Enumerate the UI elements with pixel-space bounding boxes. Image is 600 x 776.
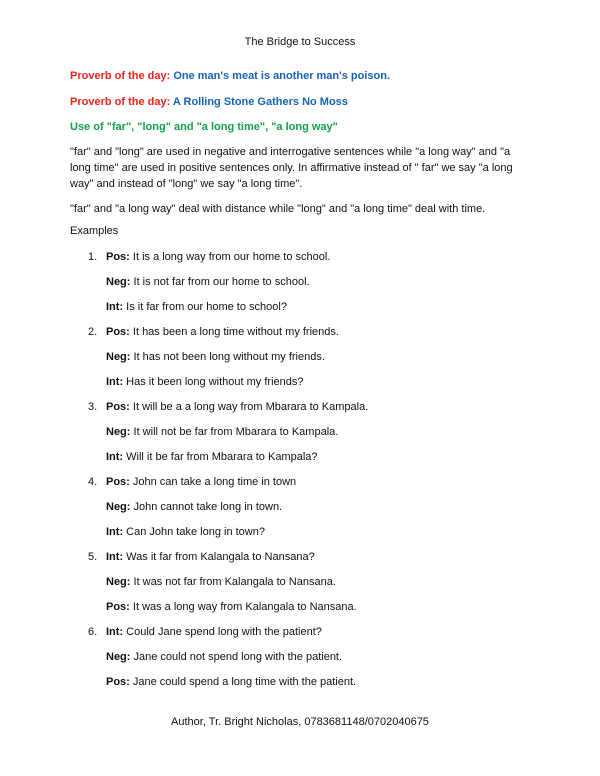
sentence-text: Jane could spend a long time with the patient. bbox=[129, 676, 357, 688]
page-footer: Author, Tr. Bright Nicholas, 0783681148/0702040675 bbox=[171, 716, 429, 728]
sentence-text: Has it been long without my friends? bbox=[123, 376, 304, 388]
examples-heading: Examples bbox=[70, 225, 119, 237]
sentence-type-tag: Neg: bbox=[106, 501, 131, 513]
example-sentence bbox=[106, 476, 296, 488]
example-sentence bbox=[106, 451, 318, 463]
sentence-text: Can John take long in town? bbox=[123, 526, 265, 538]
example-sentence bbox=[106, 376, 303, 388]
sentence-text: Was it far from Kalangala to Nansana? bbox=[123, 551, 315, 563]
sentence-text: It has been a long time without my friends. bbox=[129, 326, 339, 338]
example-sentence bbox=[106, 676, 356, 688]
example-sentence bbox=[106, 326, 339, 338]
example-sentence bbox=[106, 526, 265, 538]
sentence-text: Is it far from our home to school? bbox=[123, 301, 287, 313]
sentence-type-tag: Pos: bbox=[106, 476, 130, 488]
sentence-text: It is not far from our home to school. bbox=[130, 276, 310, 288]
sentence-text: Could Jane spend long with the patient? bbox=[123, 626, 322, 638]
example-number: 4. bbox=[88, 476, 98, 488]
proverb-text: One man's meat is another man's poison. bbox=[173, 70, 391, 82]
sentence-type-tag: Int: bbox=[106, 376, 124, 388]
sentence-text: Will it be far from Mbarara to Kampala? bbox=[123, 451, 318, 463]
sentence-type-tag: Neg: bbox=[106, 426, 131, 438]
sentence-type-tag: Int: bbox=[106, 526, 124, 538]
example-number: 1. bbox=[88, 251, 98, 263]
sentence-text: It was a long way from Kalangala to Nansana. bbox=[129, 601, 357, 613]
sentence-type-tag: Pos: bbox=[106, 601, 130, 613]
example-number: 6. bbox=[88, 626, 98, 638]
proverb-label: Proverb of the day: bbox=[70, 70, 171, 82]
proverb-line-2 bbox=[70, 96, 348, 108]
sentence-text: John cannot take long in town. bbox=[130, 501, 283, 513]
example-sentence bbox=[106, 301, 287, 313]
example-sentence bbox=[106, 351, 325, 363]
example-sentence bbox=[106, 251, 330, 263]
sentence-type-tag: Neg: bbox=[106, 576, 131, 588]
sentence-type-tag: Neg: bbox=[106, 276, 131, 288]
sentence-type-tag: Int: bbox=[106, 551, 124, 563]
example-sentence bbox=[106, 426, 338, 438]
sentence-type-tag: Pos: bbox=[106, 326, 130, 338]
proverb-line-1 bbox=[70, 70, 390, 82]
sentence-text: It will be a a long way from Mbarara to Kampala. bbox=[129, 401, 369, 413]
sentence-text: It will not be far from Mbarara to Kampala. bbox=[130, 426, 339, 438]
example-sentence bbox=[106, 276, 310, 288]
example-sentence bbox=[106, 501, 282, 513]
sentence-type-tag: Neg: bbox=[106, 351, 131, 363]
sentence-text: Jane could not spend long with the patient. bbox=[130, 651, 343, 663]
example-number: 3. bbox=[88, 401, 98, 413]
sentence-type-tag: Pos: bbox=[106, 676, 130, 688]
example-sentence bbox=[106, 551, 315, 563]
example-sentence bbox=[106, 401, 368, 413]
section-title: Use of "far", "long" and "a long time", "a long way" bbox=[70, 121, 338, 133]
paragraph-rule: "far" and "long" are used in negative and interrogative sentences while "a long way" and "a long time" are used in positive sentences only. In affirmative instead of " far" we say "a long way" and instead of "long" we say "a long time". bbox=[70, 146, 513, 190]
sentence-type-tag: Int: bbox=[106, 301, 124, 313]
example-number: 2. bbox=[88, 326, 98, 338]
sentence-type-tag: Neg: bbox=[106, 651, 131, 663]
example-sentence bbox=[106, 601, 357, 613]
paragraph-distance-time: "far" and "a long way" deal with distance while "long" and "a long time" deal with time. bbox=[70, 203, 486, 215]
proverb-text: A Rolling Stone Gathers No Moss bbox=[172, 96, 348, 108]
page-header: The Bridge to Success bbox=[244, 36, 356, 48]
example-sentence bbox=[106, 626, 322, 638]
example-number: 5. bbox=[88, 551, 98, 563]
sentence-text: It was not far from Kalangala to Nansana. bbox=[130, 576, 336, 588]
sentence-type-tag: Int: bbox=[106, 451, 124, 463]
sentence-text: It is a long way from our home to school. bbox=[129, 251, 331, 263]
example-sentence bbox=[106, 576, 336, 588]
sentence-text: It has not been long without my friends. bbox=[130, 351, 325, 363]
sentence-text: John can take a long time in town bbox=[129, 476, 297, 488]
proverb-label: Proverb of the day: bbox=[70, 96, 171, 108]
sentence-type-tag: Int: bbox=[106, 626, 124, 638]
sentence-type-tag: Pos: bbox=[106, 401, 130, 413]
sentence-type-tag: Pos: bbox=[106, 251, 130, 263]
example-sentence bbox=[106, 651, 342, 663]
